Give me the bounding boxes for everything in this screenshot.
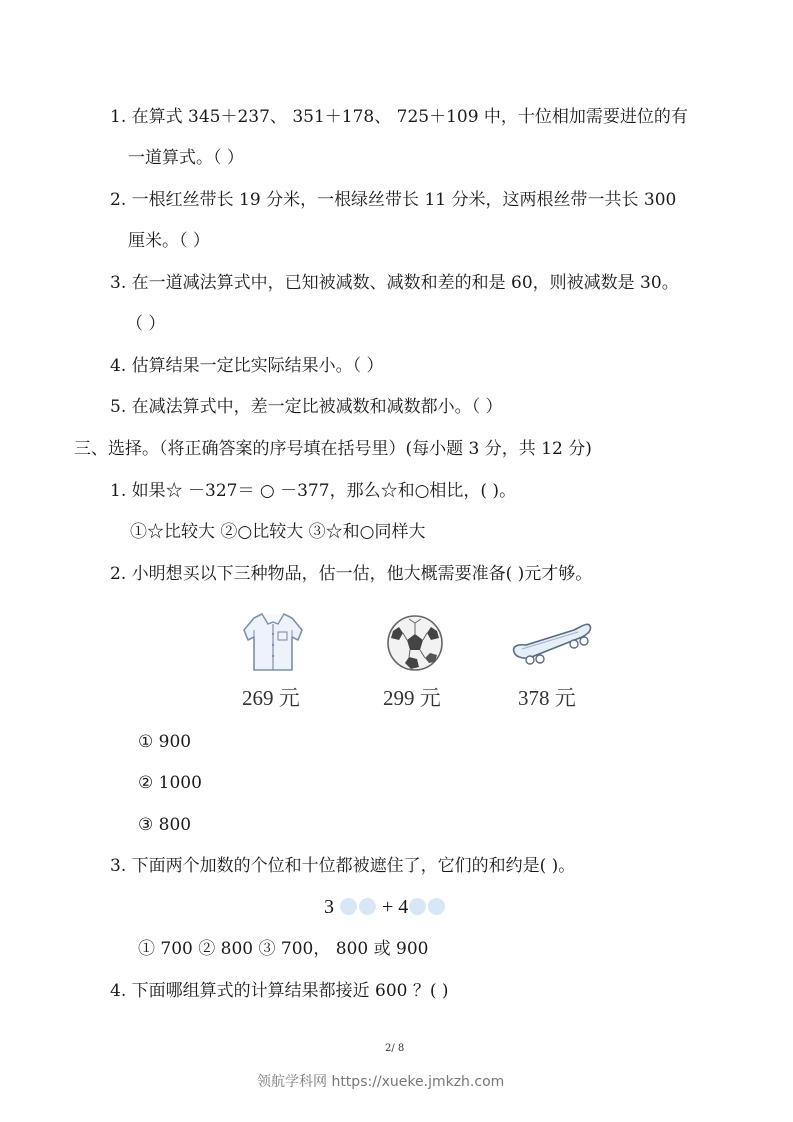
skateboard-icon xyxy=(508,618,594,666)
judge-q2-line1: 2. 一根红丝带长 19 分米，一根绿丝带长 11 分米，这两根丝带一共长 300 xyxy=(110,190,677,210)
cover-circle-icon xyxy=(340,898,357,915)
judge-q3-line2: （ ） xyxy=(126,314,166,334)
shirt-icon xyxy=(240,610,306,674)
judge-q2-line2: 厘米。（ ） xyxy=(128,231,210,251)
choice-q2-option-2: ② 1000 xyxy=(138,773,202,793)
choice-q3-stem: 3. 下面两个加数的个位和十位都被遮住了，它们的和约是( )。 xyxy=(110,856,576,876)
section3-title: 三、选择。（将正确答案的序号填在括号里）(每小题 3 分，共 12 分) xyxy=(74,439,592,459)
hidden-addends-expression xyxy=(324,896,446,918)
choice-q1-stem: 1. 如果☆ －327＝ ○ －377，那么☆和○相比，( )。 xyxy=(110,481,517,501)
skateboard-price: 378 元 xyxy=(518,686,576,710)
choice-q2-option-1: ① 900 xyxy=(138,732,192,752)
choice-q1-options: ①☆比较大 ②○比较大 ③☆和○同样大 xyxy=(130,522,426,542)
ball-price: 299 元 xyxy=(383,686,441,710)
judge-q5: 5. 在减法算式中，差一定比被减数和减数都小。（ ） xyxy=(110,397,503,417)
judge-q1-line1: 1. 在算式 345＋237、 351＋178、 725＋109 中，十位相加需要进位的有 xyxy=(110,107,688,127)
addend-a-digit: 3 xyxy=(324,896,334,918)
judge-q4: 4. 估算结果一定比实际结果小。（ ） xyxy=(110,356,384,376)
soccer-ball-icon xyxy=(385,613,445,673)
plus-addend-b-digit: + 4 xyxy=(382,896,409,918)
choice-q4-stem: 4. 下面哪组算式的计算结果都接近 600 ？( ) xyxy=(110,981,449,1001)
page-number: 2/ 8 xyxy=(385,1043,405,1054)
shirt-price: 269 元 xyxy=(242,686,300,710)
choice-q2-stem: 2. 小明想买以下三种物品，估一估，他大概需要准备( )元才够。 xyxy=(110,564,593,584)
choice-q2-option-3: ③ 800 xyxy=(138,815,192,835)
judge-q3-line1: 3. 在一道减法算式中，已知被减数、减数和差的和是 60，则被减数是 30。 xyxy=(110,273,679,293)
cover-circle-icon xyxy=(409,898,426,915)
judge-q1-line2: 一道算式。（ ） xyxy=(128,148,244,168)
footer-watermark: 领航学科网 https://xueke.jmkzh.com xyxy=(257,1074,505,1090)
choice-q3-options: ① 700 ② 800 ③ 700， 800 或 900 xyxy=(138,939,429,959)
cover-circle-icon xyxy=(428,898,445,915)
cover-circle-icon xyxy=(359,898,376,915)
